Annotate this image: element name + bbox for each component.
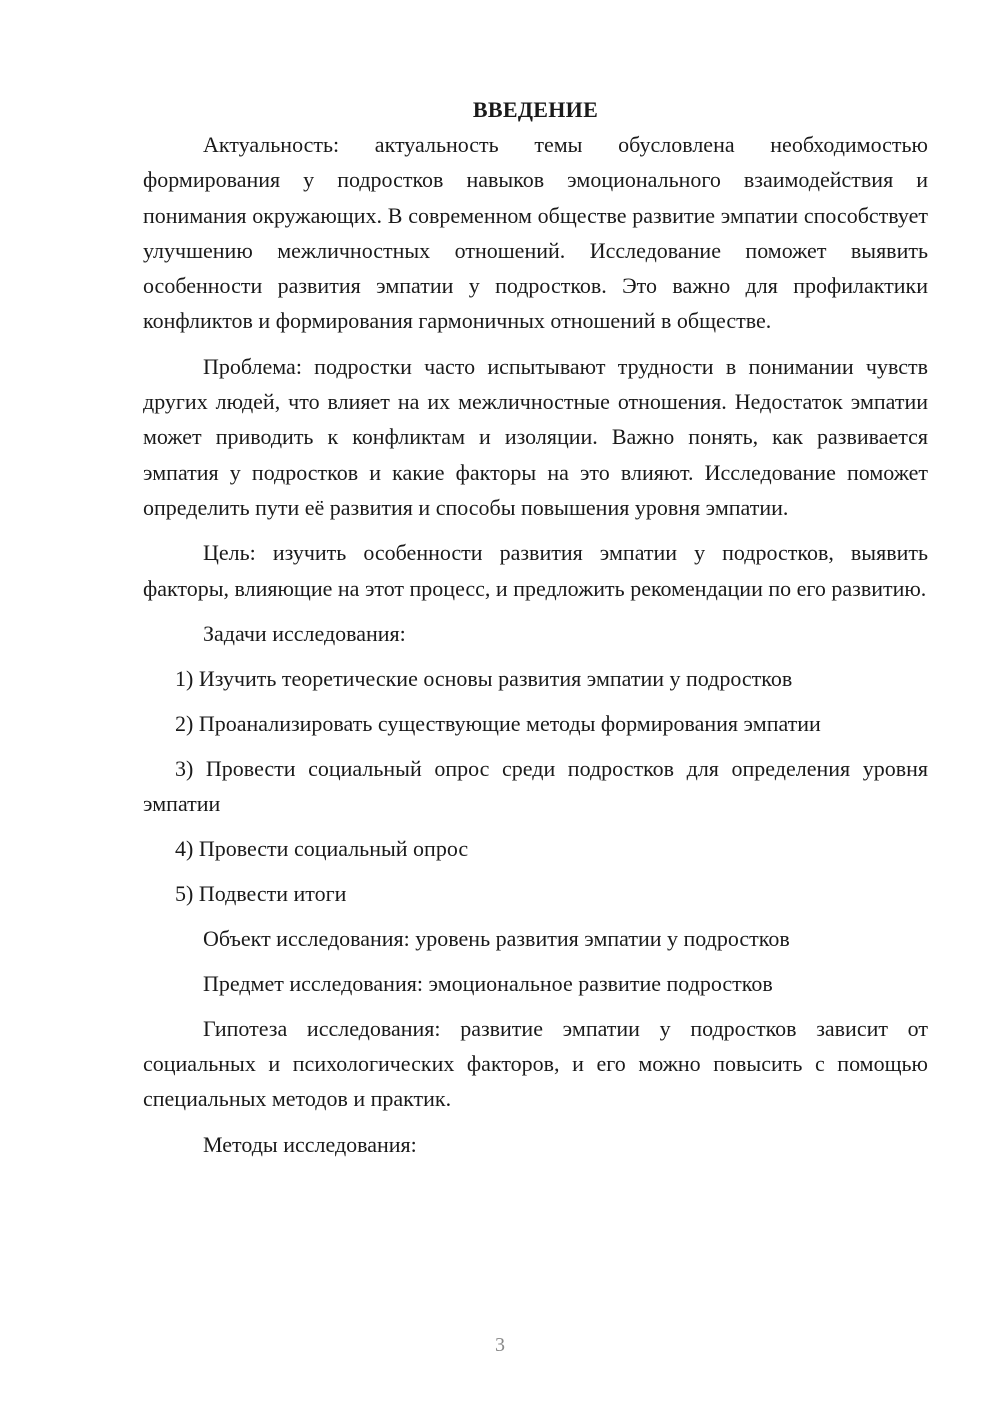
relevance-paragraph: Актуальность: актуальность темы обусловлена необходимостью формирования у подростков навыков эмоционального взаимодействия и понимания окружающих. В современном обществе развитие эмпатии способствует улучшению межличностных отношений. Исследование поможет выявить особенности развития эмпатии у подростков. Это важно для профилактики конфликтов и формирования гармоничных отношений в обществе. [143,132,928,334]
goal-paragraph: Цель: изучить особенности развития эмпатии у подростков, выявить факторы, влияющие на этот процесс, и предложить рекомендации по его развитию. [143,540,928,601]
subject-paragraph: Предмет исследования: эмоциональное развитие подростков [203,970,773,996]
document-page [143,92,928,1172]
problem-paragraph: Проблема: подростки часто испытывают трудности в понимании чувств других людей, что влияет на их межличностные отношения. Недостаток эмпатии может приводить к конфликтам и изоляции. Важно понять, как развивается эмпатия у подростков и какие факторы на это влияют. Исследование поможет определить пути её развития и способы повышения уровня эмпатии. [143,353,928,520]
methods-heading: Методы исследования: [203,1131,417,1157]
task-item-3: 3) Провести социальный опрос среди подростков для определения уровня эмпатии [143,755,928,816]
task-item-4: 4) Провести социальный опрос [175,835,469,861]
hypothesis-paragraph: Гипотеза исследования: развитие эмпатии у подростков зависит от социальных и психологических факторов, и его можно повысить с помощью специальных методов и практик. [143,1015,928,1112]
task-item-5: 5) Подвести итоги [175,880,347,906]
page-number: 3 [495,1334,505,1356]
section-title: ВВЕДЕНИЕ [472,97,599,122]
task-item-1: 1) Изучить теоретические основы развития эмпатии у подростков [175,665,793,691]
task-item-2: 2) Проанализировать существующие методы формирования эмпатии [175,710,821,736]
tasks-heading: Задачи исследования: [203,620,406,646]
object-paragraph: Объект исследования: уровень развития эмпатии у подростков [203,925,790,951]
